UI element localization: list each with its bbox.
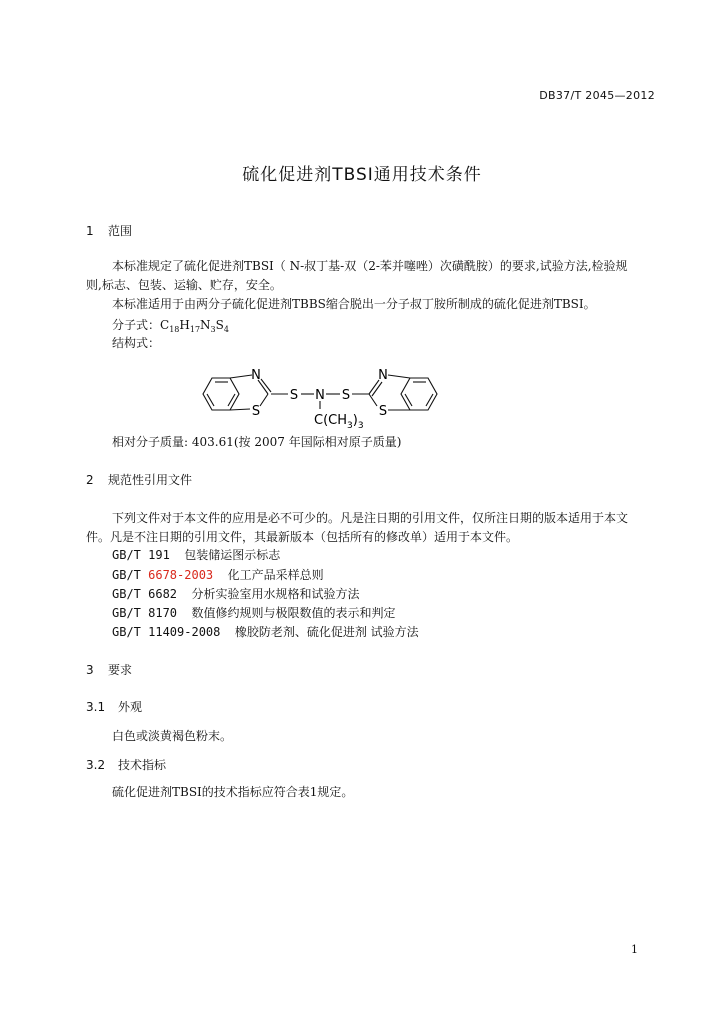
molecular-weight: 相对分子质量: 403.61(按 2007 年国际相对原子质量)	[112, 435, 402, 449]
atom-n-center: N	[315, 388, 325, 403]
subsection-3-2-heading	[86, 756, 166, 773]
reference-item	[112, 566, 324, 583]
atom-s-link2: S	[341, 388, 351, 403]
technical-index-text: 硫化促进剂TBSI的技术指标应符合表1规定。	[112, 785, 354, 799]
subsection-number: 3.1	[86, 700, 106, 714]
section-title: 要求	[108, 663, 133, 677]
right-benzene-ring	[401, 378, 437, 410]
atom-s-right-ring: S	[378, 404, 388, 419]
reference-title: 化工产品采样总则	[227, 568, 324, 582]
page-number: 1	[631, 943, 638, 956]
header-standard-code: DB37/T 2045—2012	[539, 89, 655, 102]
section-title: 规范性引用文件	[108, 473, 193, 487]
reference-item	[112, 585, 360, 602]
reference-code: GB/T 6682	[112, 587, 178, 601]
atom-s-link1: S	[289, 388, 299, 403]
reference-code: GB/T 191	[112, 548, 170, 562]
section-number: 3	[86, 663, 94, 677]
formula-n: N	[200, 318, 211, 332]
left-benzene-ring	[203, 378, 239, 410]
normative-refs-line1: 下列文件对于本文件的应用是必不可少的。凡是注日期的引用文件，仅所注日期的版本适用于本文	[112, 511, 629, 525]
structural-formula	[180, 360, 460, 440]
structure-label: 结构式：	[112, 336, 161, 350]
formula-c-sub: 18	[169, 325, 180, 334]
formula-label: 分子式：	[112, 318, 161, 332]
scope-paragraph-line1: 本标准规定了硫化促进剂TBSI（ N-叔丁基-双（2-苯并噻唑）次磺酰胺）的要求,试验方法,检验规	[112, 259, 628, 273]
section-1-heading	[86, 222, 132, 239]
reference-title: 数值修约规则与极限数值的表示和判定	[191, 606, 396, 620]
formula-c: C	[160, 318, 170, 332]
reference-code-highlighted[interactable]: 6678-2003	[148, 568, 214, 582]
reference-code-prefix: GB/T	[112, 568, 149, 582]
reference-item	[112, 604, 396, 621]
section-2-heading	[86, 471, 192, 488]
left-thiazole-bond-n	[230, 375, 252, 378]
formula-s-sub: 4	[223, 325, 229, 334]
section-number: 2	[86, 473, 94, 487]
subsection-title: 技术指标	[118, 758, 167, 772]
section-3-heading	[86, 661, 132, 678]
reference-code: GB/T 8170	[112, 606, 178, 620]
tert-butyl-group: $C(CH_3)_3$	[314, 413, 364, 431]
appearance-text: 白色或淡黄褐色粉末。	[112, 729, 233, 743]
section-number: 1	[86, 224, 94, 238]
reference-item	[112, 623, 419, 640]
atom-n-left: N	[251, 368, 261, 383]
applicability-paragraph: 本标准适用于由两分子硫化促进剂TBBS缩合脱出一分子叔丁胺所制成的硫化促进剂TBSI。	[112, 297, 596, 311]
reference-item	[112, 546, 280, 563]
section-title: 范围	[108, 224, 133, 238]
formula-s: S	[215, 318, 224, 332]
subsection-number: 3.2	[86, 758, 106, 772]
reference-title: 分析实验室用水规格和试验方法	[191, 587, 360, 601]
formula-n-sub: 3	[210, 325, 216, 334]
atom-n-right: N	[378, 368, 388, 383]
subsection-3-1-heading	[86, 698, 142, 715]
reference-title: 包装储运图示标志	[184, 548, 281, 562]
normative-refs-line2: 件。凡是不注日期的引用文件，其最新版本（包括所有的修改单）适用于本文件。	[86, 530, 519, 544]
subsection-title: 外观	[118, 700, 143, 714]
reference-title: 橡胶防老剂、硫化促进剂 试验方法	[234, 625, 419, 639]
document-title: 硫化促进剂TBSI通用技术条件	[242, 165, 482, 185]
atom-s-left-ring: S	[251, 404, 261, 419]
scope-paragraph-line2: 则,标志、包装、运输、贮存，安全。	[86, 278, 282, 292]
formula-h-sub: 17	[189, 325, 201, 334]
formula-h: H	[179, 318, 190, 332]
reference-code: GB/T 11409-2008	[112, 625, 221, 639]
